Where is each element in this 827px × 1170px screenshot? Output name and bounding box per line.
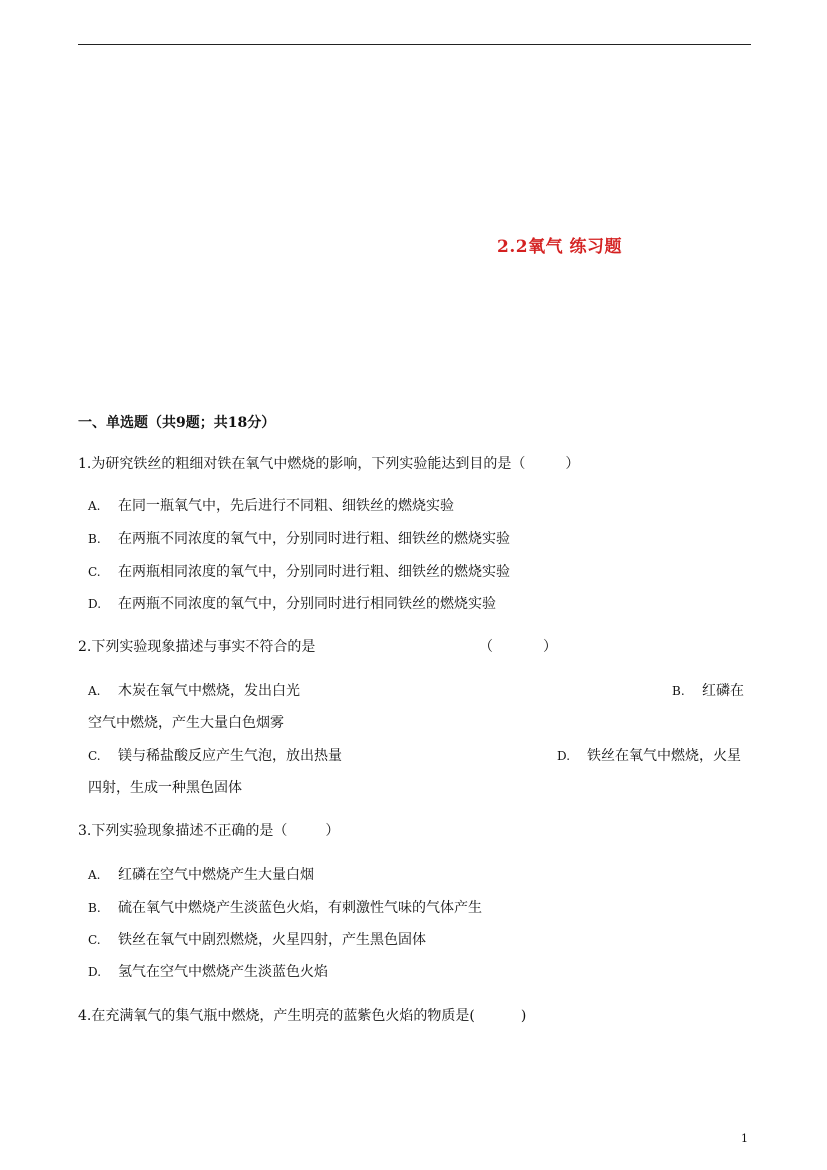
question-4-text: 4.在充满氧气的集气瓶中燃烧，产生明亮的蓝紫色火焰的物质是(	[78, 1008, 475, 1024]
option-letter: C.	[88, 749, 101, 763]
question-4-paren-close: )	[520, 1008, 527, 1024]
question-3-stem	[78, 822, 339, 840]
question-4-stem	[78, 1007, 526, 1025]
question-1-option-b	[88, 530, 510, 548]
option-text: 木炭在氧气中燃烧，发出白光	[118, 683, 300, 699]
option-text: 红磷在	[702, 683, 744, 699]
question-1-option-c	[88, 563, 510, 581]
question-3-paren-close: ）	[325, 823, 340, 839]
option-text: 铁丝在氧气中剧烈燃烧，火星四射，产生黑色固体	[118, 932, 426, 948]
option-letter: C.	[88, 933, 101, 947]
option-letter: A.	[88, 684, 101, 698]
question-2-paren-close: ）	[543, 639, 557, 655]
option-text: 在两瓶相同浓度的氧气中，分别同时进行粗、细铁丝的燃烧实验	[118, 564, 510, 580]
question-3-option-d	[88, 963, 328, 981]
question-1-paren-close: ）	[565, 456, 580, 472]
question-1-stem	[78, 455, 579, 473]
question-2-option-d	[557, 747, 741, 765]
option-text: 镁与稀盐酸反应产生气泡，放出热量	[118, 748, 342, 764]
document-title: 2.2氧气 练习题	[497, 237, 622, 257]
question-1-option-d	[88, 595, 496, 613]
question-3-option-a	[88, 866, 314, 884]
question-2-paren	[479, 638, 557, 656]
question-2-option-b-continuation: 空气中燃烧，产生大量白色烟雾	[88, 715, 284, 731]
question-3-option-c	[88, 931, 426, 949]
option-text: 氢气在空气中燃烧产生淡蓝色火焰	[118, 964, 328, 980]
option-letter: D.	[557, 749, 571, 763]
option-letter: A.	[88, 868, 101, 882]
option-text: 红磷在空气中燃烧产生大量白烟	[118, 867, 314, 883]
question-2-option-b	[672, 682, 744, 700]
option-text: 铁丝在氧气中燃烧，火星	[587, 748, 741, 764]
question-2-option-a	[88, 682, 300, 700]
question-1-text: 1.为研究铁丝的粗细对铁在氧气中燃烧的影响，下列实验能达到目的是（	[78, 456, 526, 472]
option-text: 在两瓶不同浓度的氧气中，分别同时进行相同铁丝的燃烧实验	[118, 596, 496, 612]
option-text: 在两瓶不同浓度的氧气中，分别同时进行粗、细铁丝的燃烧实验	[118, 531, 510, 547]
option-letter: D.	[88, 965, 102, 979]
question-2-stem: 2.下列实验现象描述与事实不符合的是	[78, 639, 316, 655]
option-letter: C.	[88, 565, 101, 579]
option-letter: B.	[88, 901, 101, 915]
header-rule	[78, 44, 751, 45]
question-2-paren-open: （	[479, 639, 493, 655]
question-3-text: 3.下列实验现象描述不正确的是（	[78, 823, 288, 839]
question-2-option-c	[88, 747, 342, 765]
option-letter: B.	[88, 532, 101, 546]
page-number: 1	[741, 1132, 748, 1145]
option-letter: D.	[88, 597, 102, 611]
section-heading: 一、单选题（共9题；共18分）	[78, 415, 276, 431]
question-2-option-d-continuation: 四射，生成一种黑色固体	[88, 780, 242, 796]
option-letter: A.	[88, 499, 101, 513]
option-text: 在同一瓶氧气中，先后进行不同粗、细铁丝的燃烧实验	[118, 498, 454, 514]
option-letter: B.	[672, 684, 685, 698]
option-text: 硫在氧气中燃烧产生淡蓝色火焰，有刺激性气味的气体产生	[118, 900, 482, 916]
question-3-option-b	[88, 899, 482, 917]
question-1-option-a	[88, 497, 454, 515]
